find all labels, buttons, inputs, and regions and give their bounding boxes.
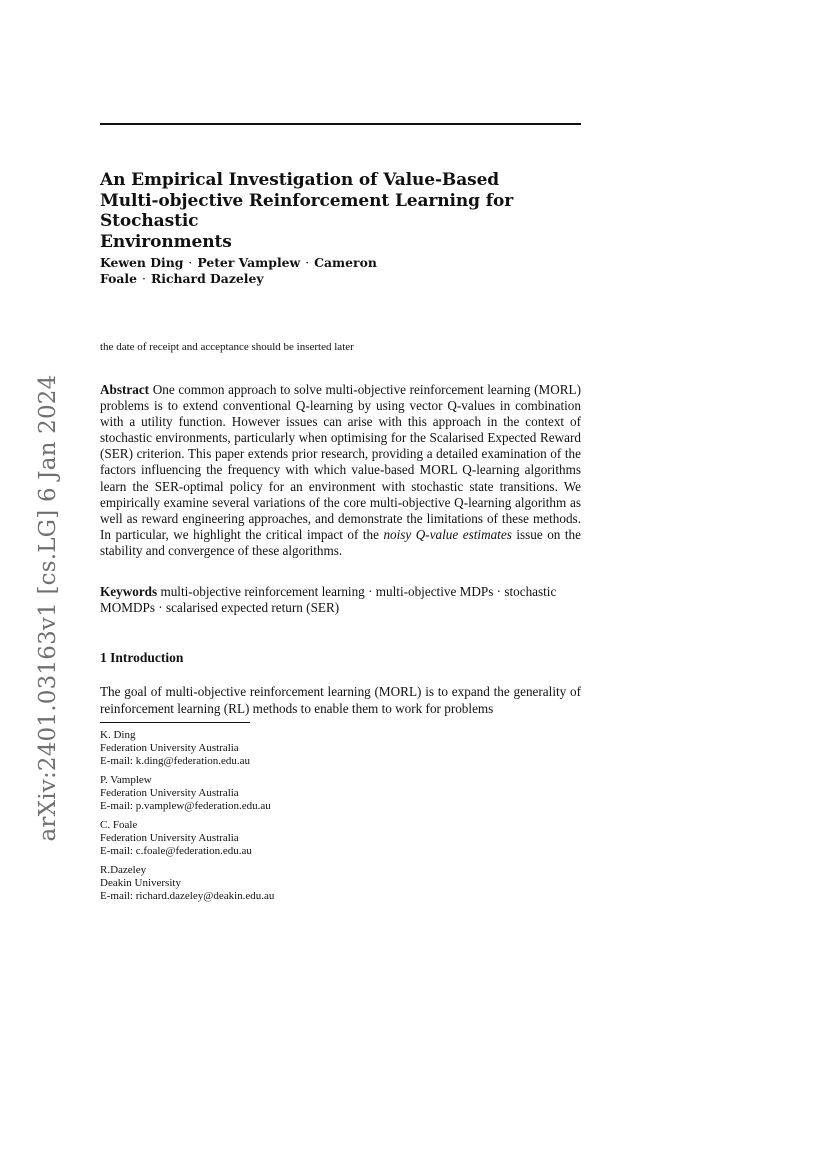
keywords — [100, 584, 581, 616]
keywords-label: Keywords — [100, 584, 158, 599]
affiliation-name: C. Foale — [100, 819, 138, 831]
title-line: Environments — [100, 231, 232, 252]
abstract — [100, 382, 581, 559]
intro-paragraph: The goal of multi-objective reinforcement learning (MORL) is to expand the generality of reinforcement learning (RL) methods to enable them to work for problems — [100, 684, 581, 716]
affiliation-org: Deakin University — [100, 877, 181, 889]
title-line: Multi-objective Reinforcement Learning for Stochastic — [100, 190, 514, 231]
paper-title — [100, 170, 590, 252]
author-name: Peter Vamplew — [197, 255, 301, 270]
affiliation-org: Federation University Australia — [100, 832, 239, 844]
affiliation-block — [100, 864, 400, 903]
abstract-text: One common approach to solve multi-objective reinforcement learning (MORL) problems is to extend conventional Q-learning by using vector Q-values in combination with a utility function. However issues can arise with this approach in the context of stochastic environments, particularly when optimising for the Scalarised Expected Reward (SER) criterion. This paper extends prior research, providing a detailed examination of the factors influencing the frequency with which value-based MORL Q-learning algorithms learn the SER-optimal policy for an environment with stochastic state transitions. We empirically examine several variations of the core multi-objective Q-learning algorithm as well as reward engineering approaches, and demonstrate the limitations of these methods. In particular, we highlight the critical impact of the — [100, 382, 581, 542]
abstract-label: Abstract — [100, 382, 150, 397]
affiliation-email: E-mail: c.foale@federation.edu.au — [100, 845, 252, 857]
title-line: An Empirical Investigation of Value-Based — [100, 170, 500, 190]
affiliations — [100, 729, 400, 909]
author-name: Richard Dazeley — [150, 271, 264, 286]
affiliation-org: Federation University Australia — [100, 787, 239, 799]
affiliation-email: E-mail: k.ding@federation.edu.au — [100, 755, 251, 767]
affiliation-name: R.Dazeley — [100, 864, 147, 876]
affiliation-block — [100, 819, 400, 858]
affiliation-email: E-mail: p.vamplew@federation.edu.au — [100, 800, 271, 812]
affiliation-block — [100, 729, 400, 768]
affiliation-email: E-mail: richard.dazeley@deakin.edu.au — [100, 890, 275, 902]
keywords-text: multi-objective reinforcement learning · multi-objective MDPs · stochastic MOMDPs · scalarised expected return (SER) — [100, 584, 557, 616]
abstract-emphasis: noisy Q-value estimates — [383, 526, 512, 542]
author-list — [100, 255, 420, 287]
affiliation-name: K. Ding — [100, 729, 136, 741]
affiliation-org: Federation University Australia — [100, 742, 239, 754]
footnote-rule — [100, 722, 250, 723]
author-separator: · — [188, 255, 193, 270]
abstract-text-end: issue on the stability and convergence of these algorithms. — [100, 526, 582, 558]
affiliation-block — [100, 774, 400, 813]
affiliation-name: P. Vamplew — [100, 774, 152, 786]
date-note: the date of receipt and acceptance should be inserted later — [100, 341, 354, 353]
arxiv-identifier: arXiv:2401.03163v1 [cs.LG] 6 Jan 2024 — [35, 374, 61, 842]
author-name: Foale — [100, 271, 138, 286]
title-top-rule — [100, 123, 581, 125]
author-separator: · — [142, 271, 146, 286]
author-name: Kewen Ding — [100, 255, 184, 270]
author-separator: · — [305, 255, 310, 270]
author-name: Cameron — [314, 255, 377, 270]
section-heading: 1 Introduction — [100, 650, 184, 665]
